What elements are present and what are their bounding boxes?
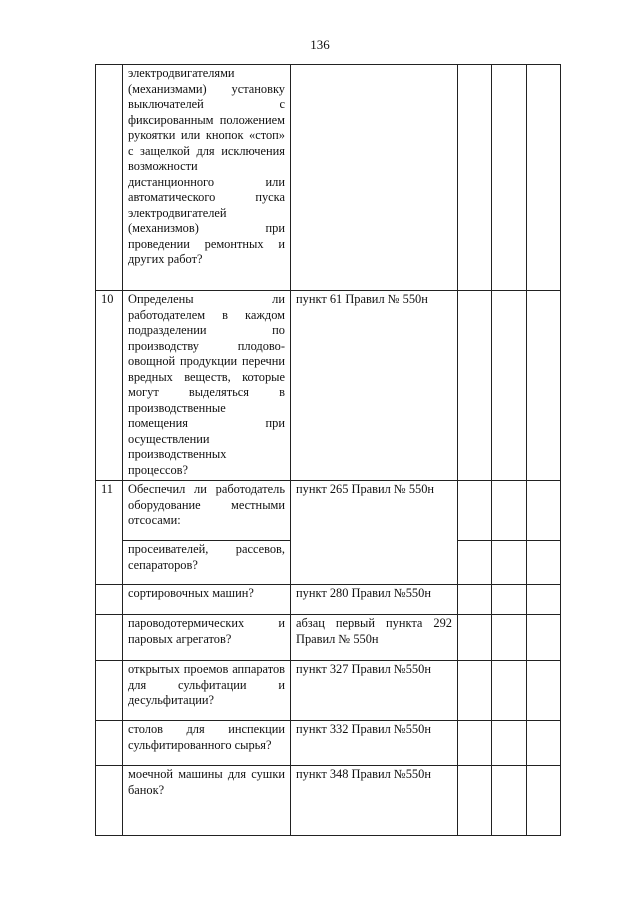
answer-no-cell[interactable]: [492, 766, 527, 836]
answer-no-cell[interactable]: [492, 481, 527, 541]
answer-yes-cell[interactable]: [458, 481, 492, 541]
table-row: [96, 65, 561, 291]
answer-no-cell[interactable]: [492, 661, 527, 721]
row-number: [96, 721, 123, 766]
question-cell: [123, 766, 291, 836]
answer-yes-cell[interactable]: [458, 661, 492, 721]
answer-yes-cell[interactable]: [458, 721, 492, 766]
answer-yes-cell[interactable]: [458, 65, 492, 291]
question-cell: [123, 661, 291, 721]
table-row: [96, 481, 561, 541]
question-cell: [123, 291, 291, 481]
answer-na-cell[interactable]: [527, 585, 561, 615]
table-row: [96, 721, 561, 766]
question-text: просеивателей, рассевов, сепараторов?: [128, 542, 285, 572]
reference-cell: пункт 280 Правил №550н: [291, 585, 458, 615]
row-number: [96, 661, 123, 721]
reference-cell: [291, 65, 458, 291]
answer-no-cell[interactable]: [492, 615, 527, 661]
question-text: открытых проемов аппаратов для сульфитации и десульфитации?: [128, 662, 285, 707]
question-cell: [123, 721, 291, 766]
table-row: [96, 661, 561, 721]
reference-cell: пункт 348 Правил №550н: [291, 766, 458, 836]
reference-cell: пункт 61 Правил № 550н: [291, 291, 458, 481]
reference-cell: абзац первый пункта 292 Правил № 550н: [291, 615, 458, 661]
answer-no-cell[interactable]: [492, 65, 527, 291]
table-row: [96, 615, 561, 661]
answer-na-cell[interactable]: [527, 766, 561, 836]
table-row: [96, 585, 561, 615]
answer-no-cell[interactable]: [492, 721, 527, 766]
page-number: 136: [310, 37, 330, 52]
row-number: 10: [96, 291, 123, 481]
question-text: столов для инспекции сульфитированного сырья?: [128, 722, 285, 752]
answer-na-cell[interactable]: [527, 541, 561, 585]
row-number: [96, 766, 123, 836]
answer-yes-cell[interactable]: [458, 615, 492, 661]
reference-cell: пункт 265 Правил № 550н: [291, 481, 458, 585]
answer-na-cell[interactable]: [527, 721, 561, 766]
reference-cell: пункт 332 Правил №550н: [291, 721, 458, 766]
answer-yes-cell[interactable]: [458, 291, 492, 481]
answer-no-cell[interactable]: [492, 291, 527, 481]
table-row: [96, 766, 561, 836]
answer-no-cell[interactable]: [492, 585, 527, 615]
question-cell: [123, 65, 291, 291]
answer-na-cell[interactable]: [527, 291, 561, 481]
question-text: сортировочных машин?: [128, 586, 254, 600]
answer-na-cell[interactable]: [527, 661, 561, 721]
row-number: [96, 615, 123, 661]
answer-yes-cell[interactable]: [458, 541, 492, 585]
answer-na-cell[interactable]: [527, 481, 561, 541]
question-cell: [123, 585, 291, 615]
row-number: [96, 585, 123, 615]
checklist-table: [95, 64, 561, 836]
answer-na-cell[interactable]: [527, 65, 561, 291]
question-text: Определены ли работодателем в каждом подразделении по производству плодово-овощной продукции перечни вредных веществ, которые могут выделяться в производственные помещения при осуществлении производственных процессов?: [128, 292, 285, 477]
reference-cell: пункт 327 Правил №550н: [291, 661, 458, 721]
answer-yes-cell[interactable]: [458, 766, 492, 836]
answer-na-cell[interactable]: [527, 615, 561, 661]
answer-no-cell[interactable]: [492, 541, 527, 585]
table-row: [96, 291, 561, 481]
question-text: моечной машины для сушки банок?: [128, 767, 285, 797]
question-cell: [123, 615, 291, 661]
question-cell: [123, 481, 291, 541]
answer-yes-cell[interactable]: [458, 585, 492, 615]
row-number: [96, 65, 123, 291]
question-text: пароводотермических и паровых агрегатов?: [128, 616, 285, 646]
question-cell: [123, 541, 291, 585]
question-text: Обеспечил ли работодатель оборудование местными отсосами:: [128, 482, 285, 527]
row-number: 11: [96, 481, 123, 585]
question-text: электродвигателями (механизмами) установку выключателей с фиксированным положением рукоятки или кнопок «стоп» с защелкой для исключения возможности дистанционного или автоматического пуска электродвигателей (механизмов) при проведении ремонтных и других работ?: [128, 66, 285, 266]
